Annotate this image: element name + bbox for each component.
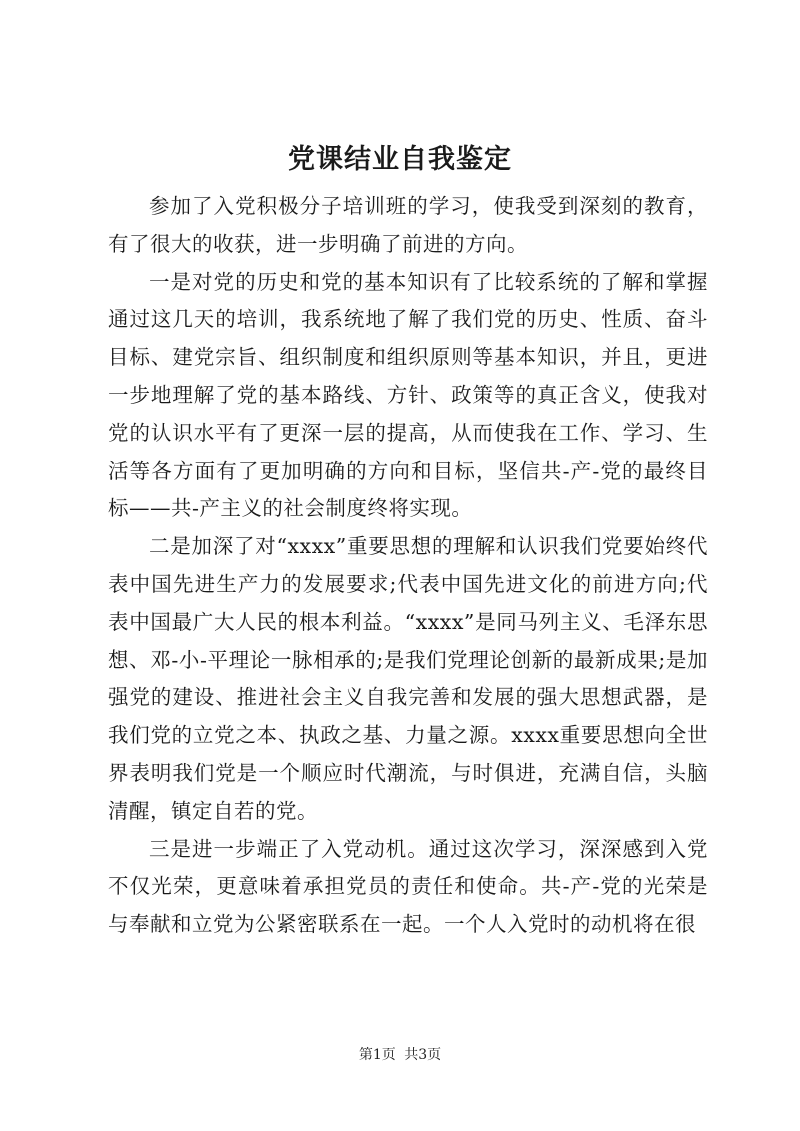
page-number: 第1页: [358, 1047, 396, 1063]
document-body: [108, 188, 708, 944]
paragraph-point-one: 一是对党的历史和党的基本知识有了比较系统的了解和掌握通过这几天的培训，我系统地了解了我们党的历史、性质、奋斗目标、建党宗旨、组织制度和组织原则等基本知识，并且，更进一步地理解了党的基本路线、方针、政策等的真正含义，使我对党的认识水平有了更深一层的提高，从而使我在工作、学习、生活等各方面有了更加明确的方向和目标，坚信共-产-党的最终目标——共-产主义的社会制度终将实现。: [108, 269, 708, 521]
paragraph-point-two: 二是加深了对“xxxx”重要思想的理解和认识我们党要始终代表中国先进生产力的发展要求;代表中国先进文化的前进方向;代表中国最广大人民的根本利益。“xxxx”是同马列主义、毛泽东思想、邓-小-平理论一脉相承的;是我们党理论创新的最新成果;是加强党的建设、推进社会主义自我完善和发展的强大思想武器，是我们党的立党之本、执政之基、力量之源。xxxx重要思想向全世界表明我们党是一个顺应时代潮流，与时俱进，充满自信，头脑清醒，镇定自若的党。: [108, 534, 708, 823]
document-title: 党课结业自我鉴定: [288, 144, 512, 175]
paragraph-point-three: 三是进一步端正了入党动机。通过这次学习，深深感到入党不仅光荣，更意味着承担党员的责任和使命。共-产-党的光荣是与奉献和立党为公紧密联系在一起。一个人入党时的动机将在很: [108, 836, 708, 937]
paragraph-intro: 参加了入党积极分子培训班的学习，使我受到深刻的教育，有了很大的收获，进一步明确了前进的方向。: [108, 194, 708, 256]
page-footer: [0, 1045, 800, 1065]
page-total: 共3页: [404, 1047, 442, 1063]
